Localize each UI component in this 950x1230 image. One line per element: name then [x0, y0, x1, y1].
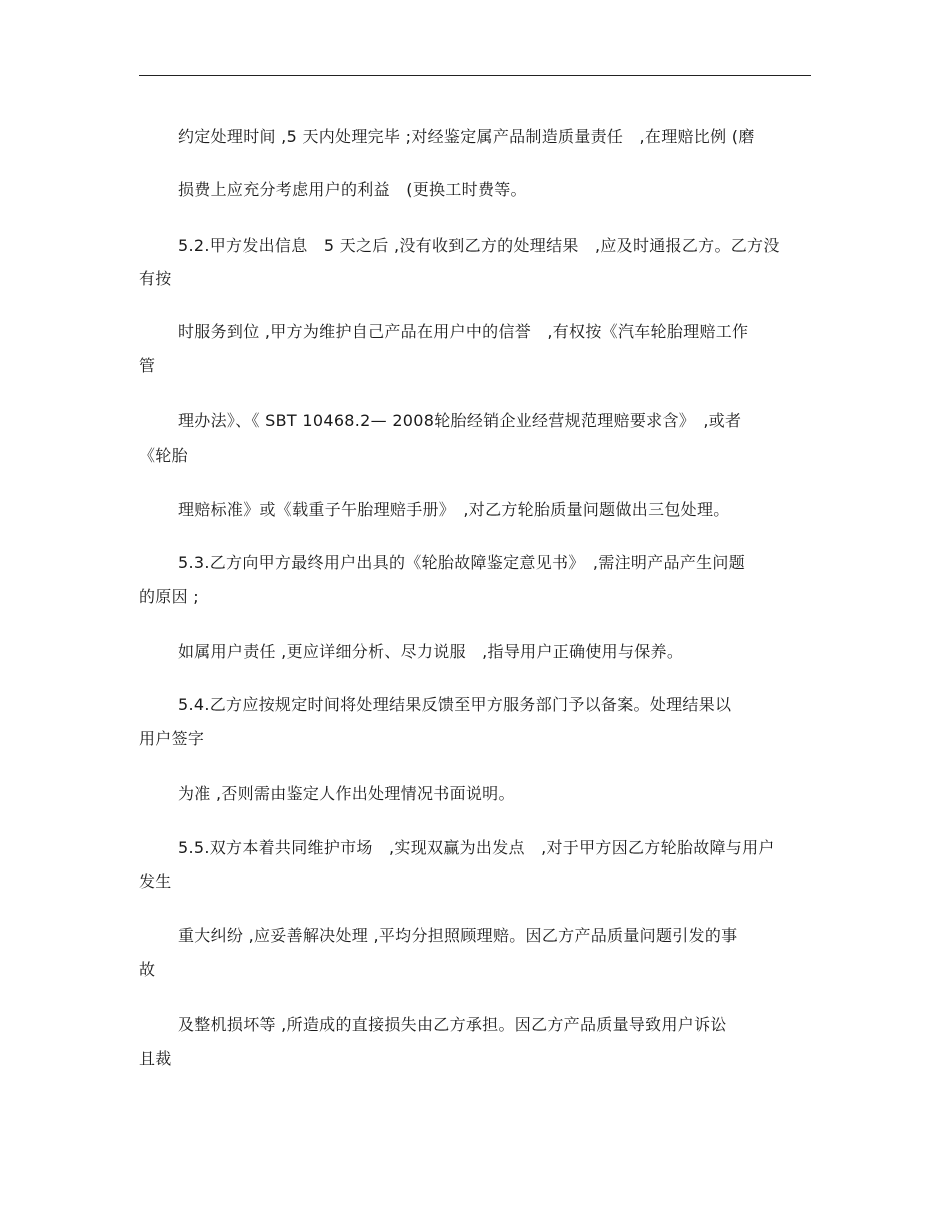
text-line: 重大纠纷 ,应妥善解决处理 ,平均分担照顾理赔。因乙方产品质量问题引发的事	[178, 926, 738, 945]
text-line: 管	[139, 356, 156, 375]
text-line: 理办法》、《 SBT 10468.2— 2008轮胎经销企业经营规范理赔要求含》 ,或者	[178, 411, 742, 430]
text-line: 5.4.乙方应按规定时间将处理结果反馈至甲方服务部门予以备案。处理结果以	[178, 695, 732, 714]
text-line: 的原因 ;	[139, 587, 199, 606]
text-line: 《轮胎	[139, 446, 188, 465]
text-line: 故	[139, 960, 156, 979]
text-line: 为准 ,否则需由鉴定人作出处理情况书面说明。	[178, 784, 515, 803]
text-line: 且裁	[139, 1049, 172, 1068]
text-line: 如属用户责任 ,更应详细分析、尽力说服 ,指导用户正确使用与保养。	[178, 642, 684, 661]
header-rule	[139, 75, 811, 76]
text-line: 约定处理时间 ,5 天内处理完毕 ;对经鉴定属产品制造质量责任 ,在理赔比例 (磨	[178, 127, 755, 146]
text-line: 损费上应充分考虑用户的利益 (更换工时费等。	[178, 180, 527, 199]
text-line: 5.2.甲方发出信息 5 天之后 ,没有收到乙方的处理结果 ,应及时通报乙方。乙方没	[178, 236, 780, 255]
text-line: 理赔标准》或《载重子午胎理赔手册》 ,对乙方轮胎质量问题做出三包处理。	[178, 500, 730, 519]
text-line: 5.3.乙方向甲方最终用户出具的《轮胎故障鉴定意见书》 ,需注明产品产生问题	[178, 553, 746, 572]
text-line: 有按	[139, 269, 172, 288]
text-line: 用户签字	[139, 729, 205, 748]
text-line: 时服务到位 ,甲方为维护自己产品在用户中的信誉 ,有权按《汽车轮胎理赔工作	[178, 322, 749, 341]
text-line: 5.5.双方本着共同维护市场 ,实现双赢为出发点 ,对于甲方因乙方轮胎故障与用户	[178, 838, 775, 857]
text-line: 发生	[139, 872, 172, 891]
text-line: 及整机损坏等 ,所造成的直接损失由乙方承担。因乙方产品质量导致用户诉讼	[178, 1015, 727, 1034]
